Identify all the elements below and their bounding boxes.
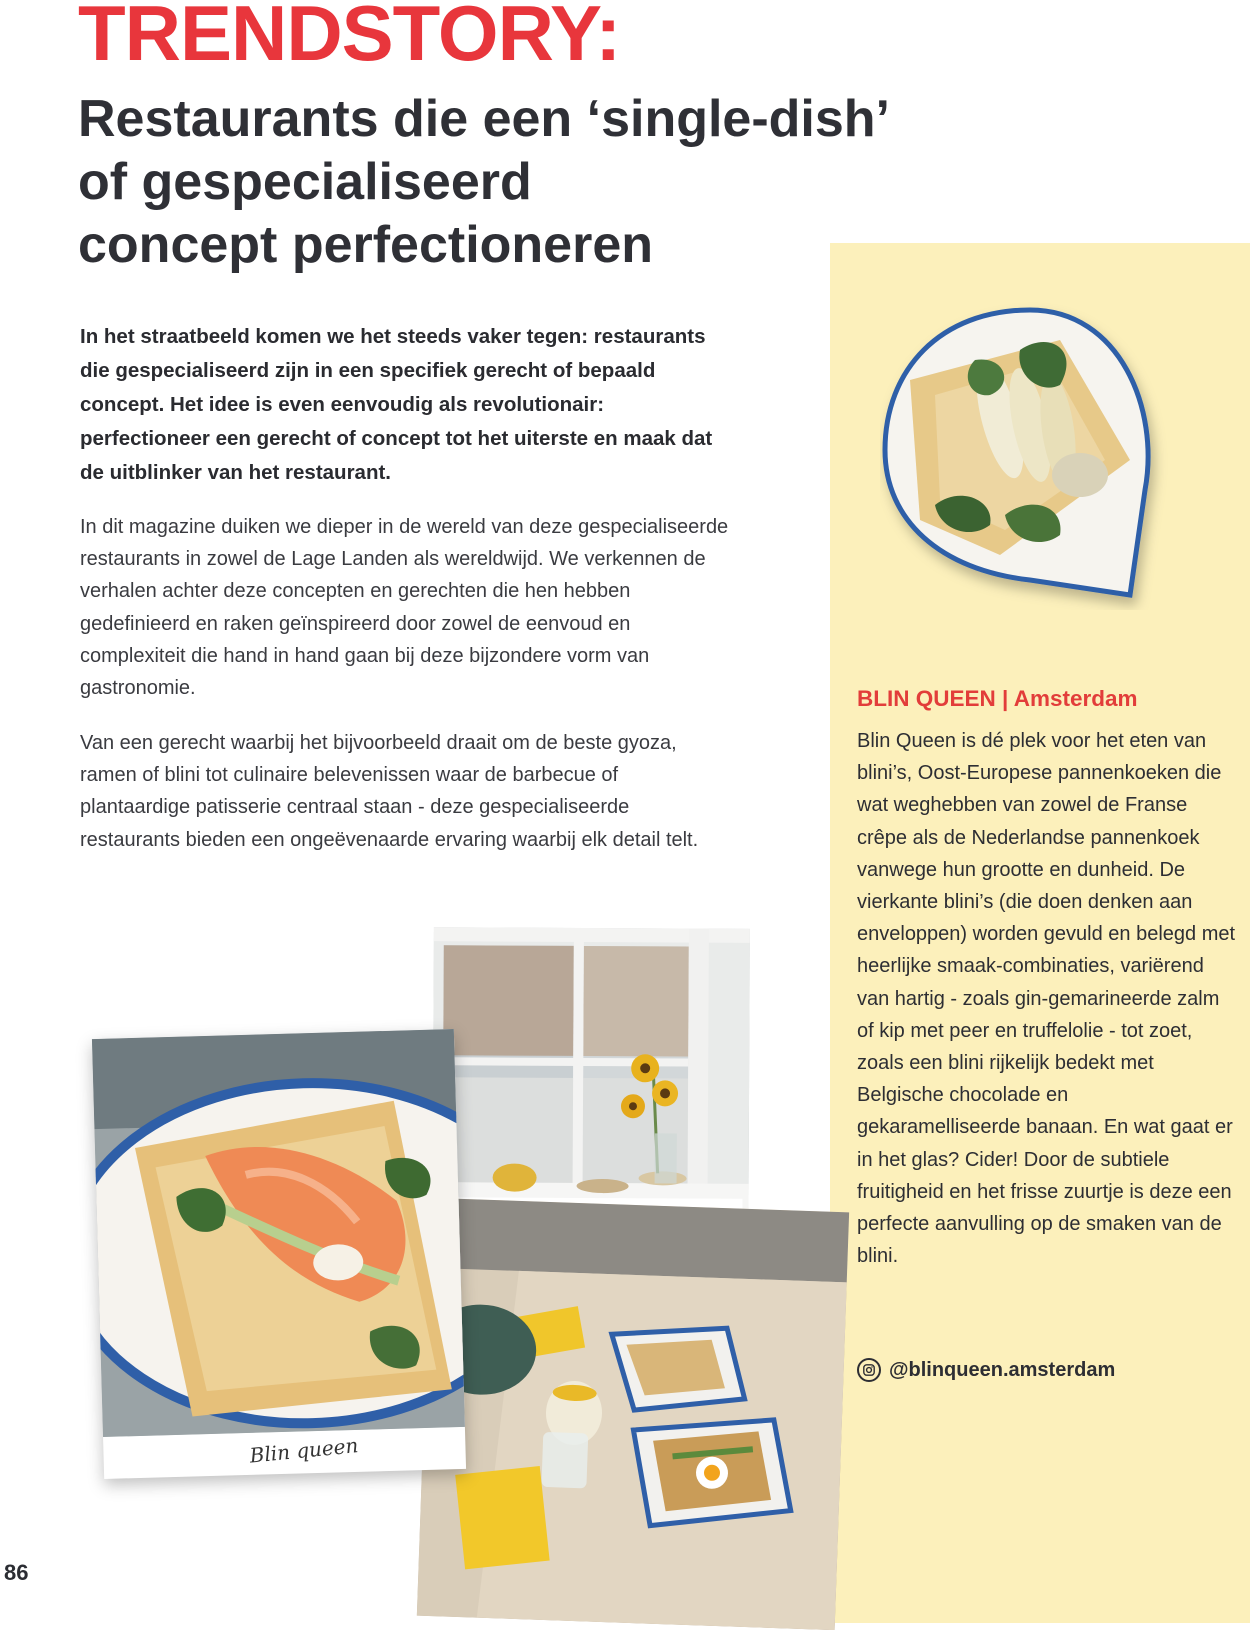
headline-line: of gespecialiseerd	[78, 153, 532, 211]
instagram-handle: @blinqueen.amsterdam	[889, 1358, 1116, 1381]
polaroid-caption: Blin queen	[248, 1433, 360, 1468]
instagram-icon	[857, 1358, 881, 1382]
blini-plate-image	[880, 300, 1180, 610]
body-paragraph-2: Van een gerecht waarbij het bijvoorbeeld draait om de beste gyoza, ramen of blini tot culinaire belevenissen waar de barbecue of plantaardige patisserie centraal staan - deze gespecialiseerde restaurants bieden een ongeëvenaarde ervaring waarbij elk detail telt.	[80, 732, 699, 851]
headline-line: Restaurants die een ‘single-dish’	[78, 90, 890, 148]
kicker-title: TRENDSTORY:	[78, 0, 621, 77]
table-blini-photo	[417, 1198, 849, 1630]
instagram-link[interactable]	[857, 1358, 1115, 1382]
headline	[78, 88, 908, 277]
body-paragraph-1: In dit magazine duiken we dieper in de wereld van deze gespecialiseerde restaurants in zowel de Lage Landen als wereldwijd. We verkennen de verhalen achter deze concepten en gerechten die hen hebben gedefinieerd en raken geïnspireerd door zowel de eenvoud en complexiteit die hand in hand gaan bij deze bijzondere vorm van gastronomie.	[80, 516, 729, 700]
page-number: 86	[4, 1560, 29, 1585]
headline-line: concept perfectioneren	[78, 216, 654, 274]
sidebar-title: BLIN QUEEN | Amsterdam	[857, 686, 1138, 711]
lead-paragraph: In het straatbeeld komen we het steeds vaker tegen: restaurants die gespecialiseerd zijn in een specifiek gerecht of bepaald concept. Het idee is even eenvoudig als revolutionair: perfectioneer een gerecht of concept tot het uiterste en maak dat de uitblinker van het restaurant.	[80, 325, 713, 484]
salmon-blini-photo	[92, 1029, 465, 1437]
polaroid-photo	[92, 1029, 466, 1479]
sidebar-body: Blin Queen is dé plek voor het eten van blini’s, Oost-Europese pannenkoeken die wat weghebben van zowel de Franse crêpe als de Nederlandse pannenkoek vanwege hun grootte en dunheid. De vierkante blini’s (die doen denken aan enveloppen) worden gevuld en belegd met heerlijke smaak-combinaties, variërend van hartig - zoals gin-gemarineerde zalm of kip met peer en truffelolie - tot zoet, zoals een blini rijkelijk bedekt met Belgische chocolade en gekaramelliseerde banaan. En wat gaat er in het glas? Cider! Door de subtiele fruitigheid en het frisse zuurtje is deze een perfecte aanvulling op de smaken van de blini.	[857, 730, 1236, 1268]
